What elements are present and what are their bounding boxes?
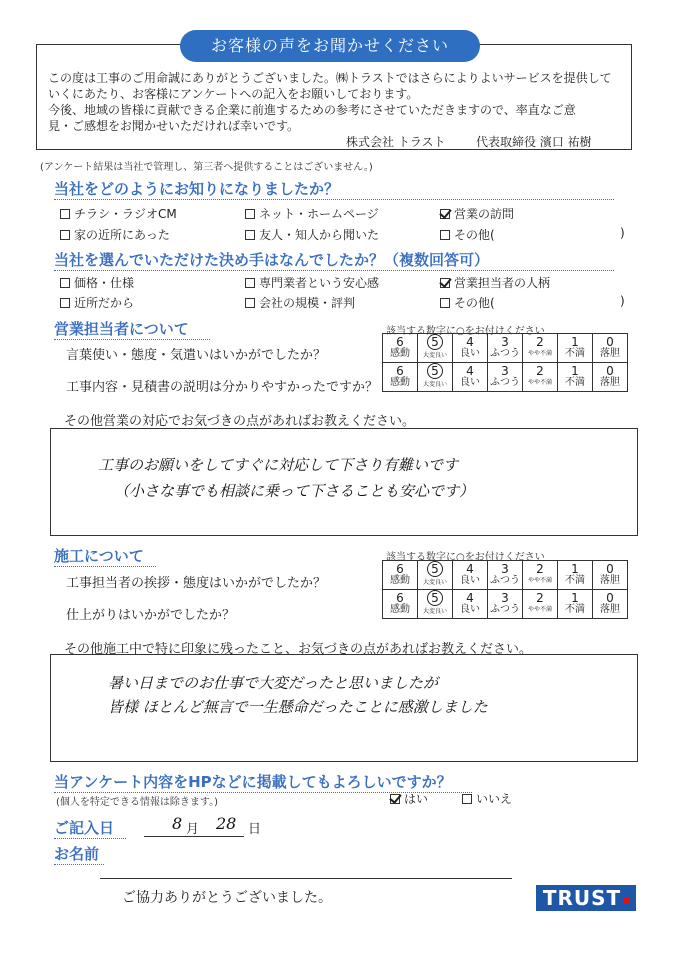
page-title: お客様の声をお聞かせください xyxy=(180,30,480,62)
rating-cell[interactable]: 6 感動 xyxy=(383,334,418,363)
name-label: お名前 xyxy=(54,843,104,865)
rating-cell[interactable]: 1 不満 xyxy=(558,561,593,590)
sales-comment-line: 工事のお願いをしてすぐに対応して下さり有難いです xyxy=(98,456,459,474)
rating-instruction: 該当する数字に○をお付けください xyxy=(386,552,545,563)
q1-option[interactable]: 友人・知人から聞いた xyxy=(245,226,379,243)
selected-circle: 5 xyxy=(427,590,443,606)
rating-cell[interactable]: 0 落胆 xyxy=(593,561,628,590)
checkbox-checked[interactable] xyxy=(440,209,450,219)
checkbox[interactable] xyxy=(462,794,472,804)
construction-rating-table xyxy=(382,560,628,619)
date-label: ご記入日 xyxy=(54,817,126,839)
rating-cell[interactable]: 2 やや不満 xyxy=(523,561,558,590)
q1-option[interactable]: 家の近所にあった xyxy=(60,226,170,243)
sales-comment-prompt: その他営業の対応でお気づきの点があればお教えください。 xyxy=(64,414,416,429)
q1-option[interactable]: その他( xyxy=(440,226,495,243)
q2-option[interactable]: 専門業者という安心感 xyxy=(245,274,379,291)
sales-rating-table xyxy=(382,333,628,392)
rating-row-b xyxy=(383,590,628,619)
q2-option[interactable]: 近所だから xyxy=(60,294,134,311)
construction-title: 施工について xyxy=(54,545,156,567)
thanks-text: ご協力ありがとうございました。 xyxy=(122,890,332,906)
rating-cell[interactable]: 6 感動 xyxy=(383,561,418,590)
representative-name: 代表取締役 濱口 祐樹 xyxy=(476,135,592,149)
publish-note: (個人を特定できる情報は除きます。) xyxy=(56,797,219,808)
rating-cell[interactable]: 2 やや不満 xyxy=(523,363,558,392)
rating-cell[interactable]: 6 感動 xyxy=(383,363,418,392)
rating-cell[interactable]: 3 ふつう xyxy=(488,334,523,363)
paren-close: ) xyxy=(620,294,625,308)
checkbox[interactable] xyxy=(60,298,70,308)
intro-line: 見・ご感想をお聞かせいただければ幸いです。 xyxy=(48,119,300,133)
rating-cell[interactable]: 3 ふつう xyxy=(488,363,523,392)
checkbox[interactable] xyxy=(60,230,70,240)
selected-circle: 5 xyxy=(427,363,443,379)
rating-cell[interactable]: 4 良い xyxy=(453,334,488,363)
checkbox[interactable] xyxy=(60,209,70,219)
checkbox-checked[interactable] xyxy=(440,278,450,288)
rating-row-a xyxy=(383,561,628,590)
name-field[interactable] xyxy=(100,878,512,879)
trust-logo: TRUST xyxy=(536,885,636,911)
rating-cell[interactable]: 1 不満 xyxy=(558,334,593,363)
rating-cell-selected[interactable]: 5 大変良い xyxy=(418,363,453,392)
selected-circle: 5 xyxy=(427,561,443,577)
q1-option[interactable]: チラシ・ラジオCM xyxy=(60,205,177,222)
rating-cell-selected[interactable]: 5 大変良い xyxy=(418,334,453,363)
q1-option[interactable]: 営業の訪問 xyxy=(440,205,514,222)
checkbox[interactable] xyxy=(245,209,255,219)
rating-cell[interactable]: 0 落胆 xyxy=(593,590,628,619)
rating-cell[interactable]: 4 良い xyxy=(453,363,488,392)
sales-question-a: 言葉使い・態度・気遣いはいかがでしたか？ xyxy=(66,348,327,363)
privacy-note: (アンケート結果は当社で管理し、第三者へ提供することはございません。) xyxy=(40,162,373,173)
rating-cell[interactable]: 2 やや不満 xyxy=(523,334,558,363)
date-day[interactable]: 28 xyxy=(216,814,237,833)
logo-dot-icon xyxy=(623,897,629,903)
q2-title: 当社を選んでいただけた決め手はなんでしたか？（複数回答可） xyxy=(54,249,614,271)
rating-cell-selected[interactable]: 5 大変良い xyxy=(418,561,453,590)
paren-close: ) xyxy=(620,226,625,240)
q2-option[interactable]: 価格・仕様 xyxy=(60,274,134,291)
q2-option[interactable]: 営業担当者の人柄 xyxy=(440,274,550,291)
intro-line: いくにあたり、お客様にアンケートへの記入をお願いしております。 xyxy=(48,87,419,101)
checkbox[interactable] xyxy=(245,298,255,308)
date-month[interactable]: 8 xyxy=(172,814,183,833)
q1-title: 当社をどのようにお知りになりましたか？ xyxy=(54,178,614,200)
rating-cell[interactable]: 1 不満 xyxy=(558,590,593,619)
construction-comment-line: 暑い日までのお仕事で大変だったと思いましたが xyxy=(108,674,439,692)
q2-option[interactable]: その他( xyxy=(440,294,495,311)
rating-instruction: 該当する数字に○をお付けください xyxy=(386,326,545,337)
rating-cell[interactable]: 0 落胆 xyxy=(593,334,628,363)
sales-question-b: 工事内容・見積書の説明は分かりやすかったですか？ xyxy=(66,380,379,395)
date-month-unit: 月 xyxy=(186,822,200,837)
rating-cell[interactable]: 0 落胆 xyxy=(593,363,628,392)
rating-cell[interactable]: 1 不満 xyxy=(558,363,593,392)
rating-cell-selected[interactable]: 5 大変良い xyxy=(418,590,453,619)
intro-text xyxy=(48,70,628,134)
q1-option[interactable]: ネット・ホームページ xyxy=(245,205,379,222)
checkbox[interactable] xyxy=(60,278,70,288)
checkbox[interactable] xyxy=(245,230,255,240)
construction-question-a: 工事担当者の挨拶・態度はいかがでしたか？ xyxy=(66,576,327,591)
publish-yes-option[interactable]: はい xyxy=(390,790,428,807)
company-name: 株式会社 トラスト xyxy=(346,135,446,149)
rating-cell[interactable]: 6 感動 xyxy=(383,590,418,619)
intro-line: 今後、地域の皆様に貢献できる企業に前進するための参考にさせていただきますので、率直なご意 xyxy=(48,103,576,117)
rating-row-b xyxy=(383,363,628,392)
selected-circle: 5 xyxy=(427,334,443,350)
rating-cell[interactable]: 4 良い xyxy=(453,561,488,590)
rating-cell[interactable]: 3 ふつう xyxy=(488,561,523,590)
rating-row-a xyxy=(383,334,628,363)
checkbox[interactable] xyxy=(245,278,255,288)
q2-option[interactable]: 会社の規模・評判 xyxy=(245,294,355,311)
publish-no-option[interactable]: いいえ xyxy=(462,790,512,807)
construction-question-b: 仕上がりはいかがでしたか？ xyxy=(66,608,236,623)
rating-cell[interactable]: 2 やや不満 xyxy=(523,590,558,619)
rating-cell[interactable]: 3 ふつう xyxy=(488,590,523,619)
checkbox-checked[interactable] xyxy=(390,794,400,804)
checkbox[interactable] xyxy=(440,298,450,308)
rating-cell[interactable]: 4 良い xyxy=(453,590,488,619)
intro-line: この度は工事のご用命誠にありがとうございました。㈱トラストではさらによりよいサービスを提供して xyxy=(48,71,612,85)
sales-title: 営業担当者について xyxy=(54,318,210,340)
sales-comment-line: （小さな事でも相談に乗って下さることも安心です） xyxy=(114,482,475,500)
construction-comment-prompt: その他施工中で特に印象に残ったこと、お気づきの点があればお教えください。 xyxy=(64,642,533,657)
publish-title: 当アンケート内容をHPなどに掲載してもよろしいですか？ xyxy=(54,771,472,793)
date-day-unit: 日 xyxy=(248,822,262,837)
checkbox[interactable] xyxy=(440,230,450,240)
construction-comment-line: 皆様 ほとんど無言で一生懸命だったことに感激しました xyxy=(108,698,488,716)
